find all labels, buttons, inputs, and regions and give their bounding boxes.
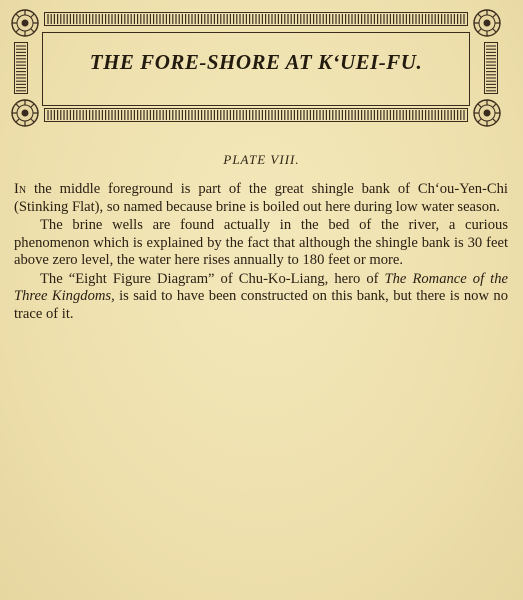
paragraph-2 bbox=[14, 217, 508, 270]
book-title: The Romance of the Three Kingdoms, bbox=[14, 270, 508, 304]
paragraph-3-text-after: is said to have been constructed on this bank, but there is now no trace of it. bbox=[14, 288, 508, 322]
corner-rosette-icon bbox=[472, 8, 502, 38]
body-text bbox=[14, 181, 508, 324]
paragraph-3-text-before: The “Eight Figure Diagram” of Chu-Ko-Liang, hero of bbox=[40, 270, 385, 287]
paragraph-3 bbox=[14, 271, 508, 324]
corner-rosette-icon bbox=[10, 98, 40, 128]
ornamental-frame bbox=[10, 8, 502, 126]
corner-rosette-icon bbox=[472, 98, 502, 128]
bottom-border-band bbox=[44, 108, 468, 122]
plate-label: PLATE VIII. bbox=[223, 152, 300, 167]
paragraph-1 bbox=[14, 181, 508, 216]
corner-rosette-icon bbox=[10, 8, 40, 38]
paragraph-2-text: The brine wells are found actually in the bed of the river, a curious phenomenon which is explained by the fact that although the shingle bank is 30 feet above zero level, the water here rises annually to 180 feet or more. bbox=[14, 217, 508, 268]
page-title: THE FORE-SHORE AT K‘UEI-FU. bbox=[89, 50, 423, 74]
top-border-band bbox=[44, 12, 468, 26]
drop-lead-word: In bbox=[14, 181, 27, 197]
paragraph-1-text: the middle foreground is part of the great shingle bank of Ch‘ou-Yen-Chi (Stinking Flat), so named because brine is boiled out here during low water season. bbox=[14, 181, 508, 215]
